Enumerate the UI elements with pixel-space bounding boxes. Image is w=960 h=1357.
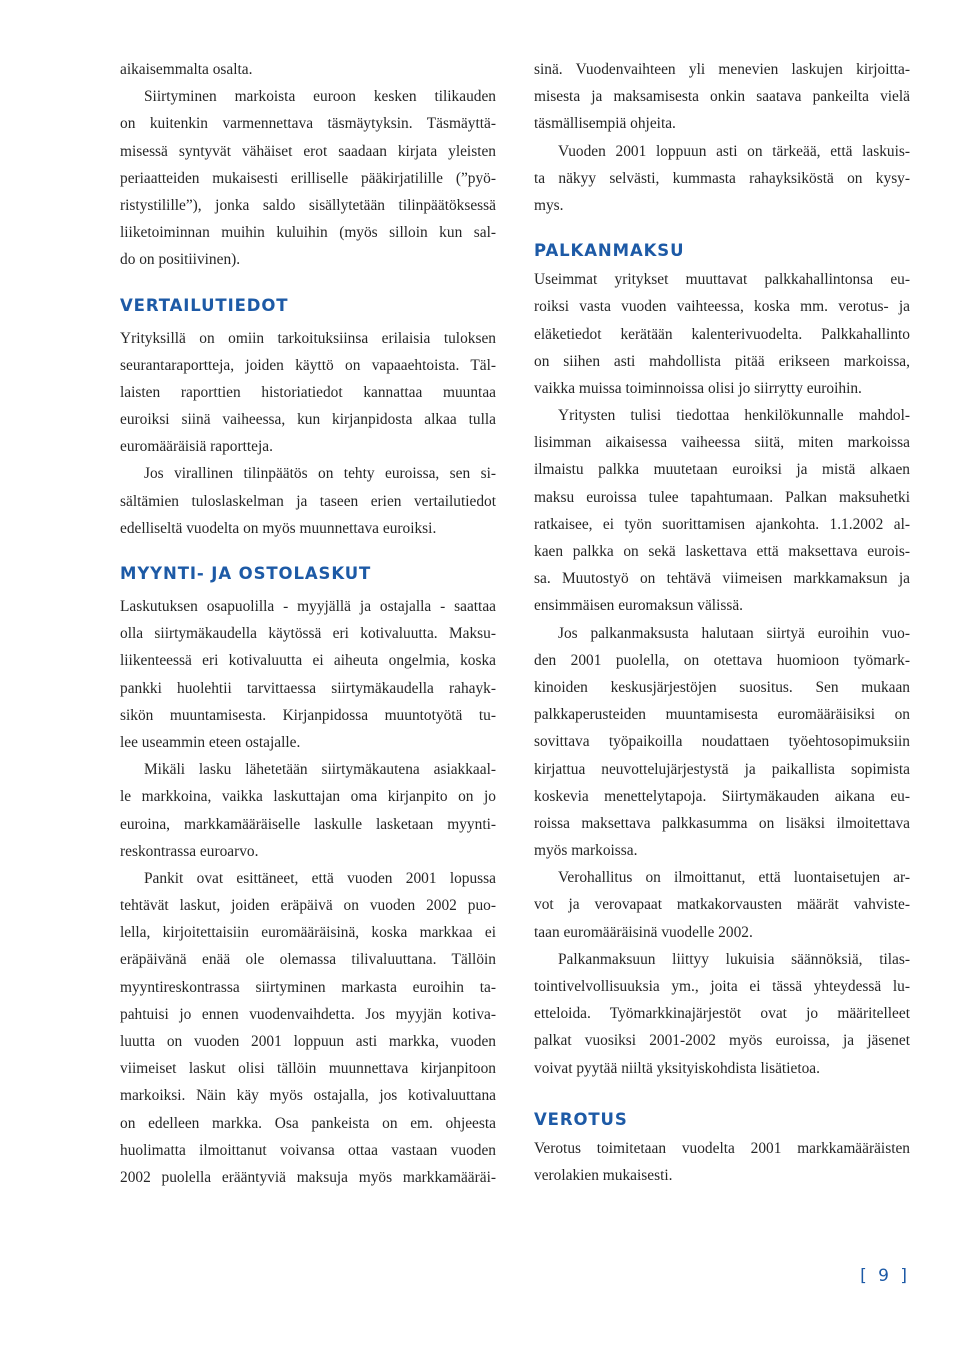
left-intro-paragraphs	[120, 56, 496, 274]
text-line: sältämien tuloslaskelman ja taseen erien vertailutiedot	[120, 492, 496, 510]
text-line: luutta on vuoden 2001 loppuun asti markka, vuoden	[120, 1033, 496, 1050]
text-line: misessä syntyvät vähäiset erot saadaan kirjata yleisten	[120, 142, 496, 160]
left-column	[120, 56, 496, 1191]
text-line: tehtävät laskut, joiden eräpäivä on vuoden 2002 puo-	[120, 897, 496, 915]
text-line: euroiksi siinä vaiheessa, kun kirjanpidosta alkaa tulla	[120, 411, 496, 429]
section-heading-myynti-ja-ostolaskut: MYYNTI- JA OSTOLASKUT	[120, 564, 372, 583]
text-line: euromääräisiä raportteja.	[120, 438, 273, 456]
text-line: Palkanmaksuun liittyy lukuisia säännöksiä, tilas-	[558, 950, 910, 968]
text-line: on kuitenkin varmennettava täsmäytyksin. Täsmäyttä-	[120, 115, 496, 133]
text-line: palkkaperusteiden muuntamisesta euromääräisiksi on	[534, 706, 910, 724]
text-line: ilmaistu palkka muutetaan euroiksi ja mistä alkaen	[534, 461, 910, 479]
text-line: ratkaisee, ei työn suorittamisen ajankohta. 1.1.2002 al-	[534, 515, 910, 533]
text-line: lella, kirjoitettaisiin euromääräisinä, koska markkaa ei	[120, 924, 496, 942]
text-line: Yrityksillä on omiin tarkoituksiinsa erilaisia tuloksen	[120, 329, 496, 347]
text-line: do on positiivinen).	[120, 251, 241, 269]
text-line: Jos virallinen tilinpäätös on tehty euroissa, sen si-	[144, 465, 496, 483]
section-heading-palkanmaksu: PALKANMAKSU	[534, 241, 685, 261]
text-line: roiksi vasta vuoden vaihteessa, koska mm. verotus- ja	[534, 298, 910, 316]
text-line: lisimman aikaisessa vaiheessa siitä, miten markoissa	[534, 434, 910, 452]
text-line: Siirtyminen markoista euroon kesken tilikauden	[144, 88, 496, 106]
text-line: kinoiden keskusjärjestöjen suositus. Sen mukaan	[534, 678, 910, 696]
text-line: den 2001 puolella, on otettava huomioon työmark-	[534, 651, 910, 669]
text-line: liikenteessä eri kotivaluutta ei aiheuta ongelmia, koska	[120, 652, 496, 670]
text-line: Vuoden 2001 loppuun asti on tärkeää, että laskuis-	[558, 142, 910, 160]
text-line: tointivelvollisuuksia ym., joita ei tässä yhteydessä lu-	[534, 978, 910, 995]
text-line: eläketiedot kerätään kalenterivuodelta. Palkkahallinto	[534, 325, 910, 343]
text-line: mys.	[534, 196, 564, 214]
text-line: pahtuisi jo ennen vuodenvaihdetta. Jos myyjän kotiva-	[120, 1005, 496, 1023]
text-line: aikaisemmalta osalta.	[120, 61, 253, 78]
text-line: sinä. Vuodenvaihteen yli menevien laskujen kirjoitta-	[534, 61, 910, 78]
text-line: myyntireskontrassa siirtyminen markasta euroihin ta-	[120, 978, 496, 996]
text-line: Verohallitus on ilmoittanut, että luontaisetujen ar-	[558, 869, 910, 887]
text-line: voivat pyytää niiltä yksityiskohdista lisätietoa.	[534, 1059, 820, 1077]
text-line: verolakien mukaisesti.	[534, 1166, 673, 1184]
section-heading-vertailutiedot: VERTAILUTIEDOT	[120, 295, 289, 315]
text-line: on edelleen markka. Osa pankeista on em. ohjeesta	[120, 1114, 496, 1132]
text-line: sa. Muutostyö on tehtävä viimeisen markkamaksun ja	[534, 570, 910, 588]
text-line: ristystilille”), jonka saldo sisällytetään tilinpäätöksessä	[120, 196, 496, 214]
text-line: seurantaraportteja, joiden käyttö on vapaaehtoista. Täl-	[120, 356, 496, 374]
right-column	[534, 56, 910, 1189]
text-line: liiketoiminnan muihin kuluihin (myös silloin kun sal-	[120, 224, 496, 242]
text-line: markoiksi. Näin käy myös ostajalla, jos kotivaluuttana	[120, 1087, 496, 1105]
text-line: taan euromääräisinä vuodelle 2002.	[534, 923, 753, 941]
text-line: huolimatta ilmoittanut voivansa ottaa vastaan vuoden	[120, 1141, 496, 1159]
text-line: Verotus toimitetaan vuodelta 2001 markkamääräisten	[534, 1139, 910, 1157]
text-line: laisten raporttien historiatiedot kannattaa muuntaa	[120, 383, 496, 401]
text-line: edelliseltä vuodelta on myös muunnettava euroiksi.	[120, 519, 437, 537]
text-line: viimeiset laskut olisi tällöin muunnettava kirjanpitoon	[120, 1060, 496, 1078]
text-line: Useimmat yritykset muuttavat palkkahallintonsa eu-	[534, 271, 910, 289]
text-line: roissa maksettava palkkasumma on lisäksi ilmoitettava	[534, 814, 910, 832]
text-line: palkat vuosiksi 2001-2002 myös euroissa, ja jäsenet	[534, 1032, 910, 1050]
text-line: euroina, markkamääräiselle laskulle lasketaan myynti-	[120, 815, 496, 833]
right-intro-paragraphs	[534, 56, 910, 219]
text-line: pankki huolehtii tarvittaessa siirtymäkaudella rahayk-	[120, 679, 496, 697]
text-line: myös markoissa.	[534, 842, 638, 860]
verotus-text	[534, 1135, 910, 1189]
text-line: täsmällisempiä ohjeita.	[534, 115, 676, 133]
text-line: sikön muuntamisesta. Kirjanpidossa muuntotyötä tu-	[120, 706, 496, 724]
text-line: misesta ja maksamisesta onkin saatava pankeilta vielä	[534, 88, 910, 106]
text-line: Pankit ovat esittäneet, että vuoden 2001 lopussa	[144, 869, 496, 887]
text-line: Yritysten tulisi tiedottaa henkilökunnalle mahdol-	[558, 407, 910, 425]
section-heading-verotus: VEROTUS	[534, 1109, 628, 1129]
text-line: periaatteiden mukaisesti erilliselle pääkirjatilille (”pyö-	[120, 169, 496, 187]
text-line: lee useammin eteen ostajalle.	[120, 733, 301, 751]
text-line: Jos palkanmaksusta halutaan siirtyä euroihin vuo-	[558, 624, 910, 642]
text-line: vot ja verovapaat matkakorvausten määrät vahviste-	[534, 896, 910, 914]
myynti-ja-ostolaskut-text	[120, 593, 496, 1191]
text-line: ta näkyy selvästi, kummasta rahayksiköstä on kysy-	[534, 169, 910, 187]
text-line: kaen palkka on sekä laskettava että maksettava eurois-	[534, 543, 910, 560]
text-line: kirjattua neuvottelujärjestystä ja paikallista sopimista	[534, 760, 910, 778]
text-line: 2002 puolella erääntyviä maksuja myös markkamääräi-	[120, 1168, 496, 1186]
text-line: maksu euroissa tulee tapahtumaan. Palkan maksuhetki	[534, 488, 910, 506]
text-line: olla siirtymäkaudella käytössä eri kotivaluutta. Maksu-	[120, 625, 496, 643]
vertailutiedot-text	[120, 325, 496, 543]
page-number: [ 9 ]	[860, 1266, 910, 1286]
text-line: sovittava työpaikoilla noudattaen työehtosopimuksiin	[534, 733, 910, 751]
text-line: Laskutuksen osapuolilla - myyjällä ja ostajalla - saattaa	[120, 598, 496, 615]
text-line: etteloida. Työmarkkinajärjestöt ovat jo määritelleet	[534, 1005, 910, 1023]
text-line: eräpäivänä enää ole olemassa tilivaluuttana. Tällöin	[120, 951, 496, 969]
text-line: ensimmäisen euromaksun välissä.	[534, 597, 744, 615]
text-line: vaikka muissa toiminnoissa olisi jo siirrytty euroihin.	[534, 379, 862, 397]
text-line: on siihen asti mahdollista pitää erikseen markoissa,	[534, 352, 910, 370]
text-line: reskontrassa euroarvo.	[120, 842, 259, 860]
text-line: le markkoina, vaikka laskuttajan oma kirjanpito on jo	[120, 788, 496, 806]
palkanmaksu-text	[534, 266, 910, 1082]
text-line: Mikäli lasku lähetetään siirtymäkautena asiakkaal-	[144, 761, 496, 779]
text-line: koskevia menettelytapoja. Siirtymäkauden aikana eu-	[534, 787, 910, 805]
